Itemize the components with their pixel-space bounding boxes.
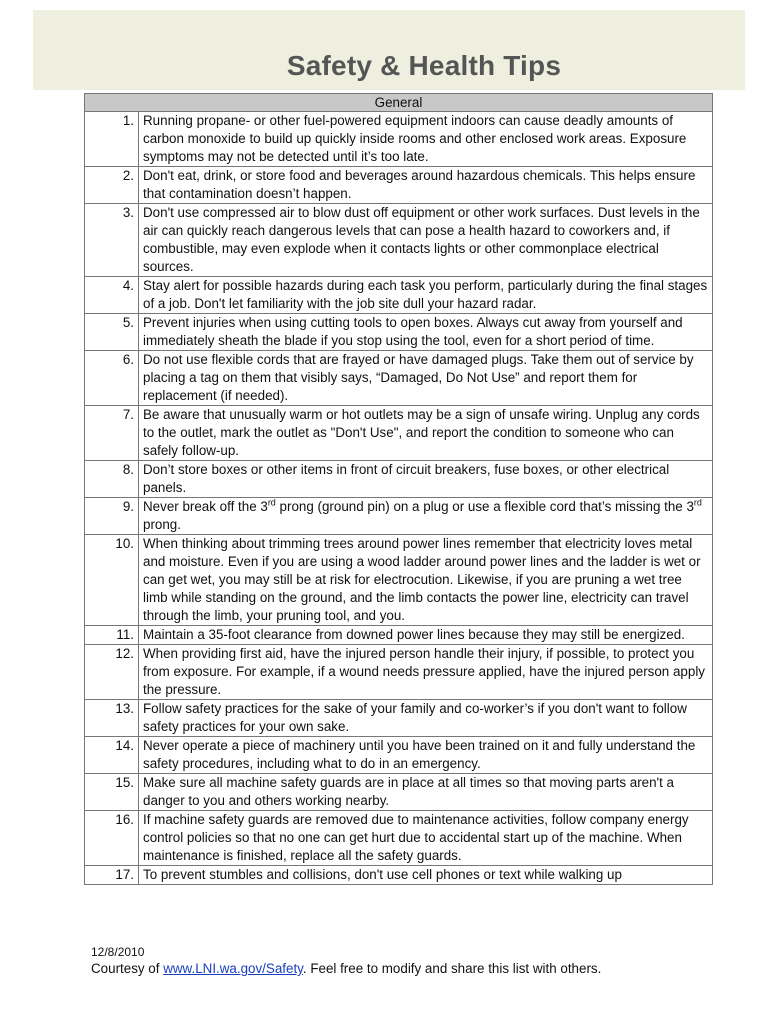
row-number: 12. — [85, 645, 139, 700]
row-text: Don’t store boxes or other items in front of circuit breakers, fuse boxes, or other electrical panels. — [139, 461, 713, 498]
table-row — [85, 314, 713, 351]
table-row — [85, 866, 713, 885]
row-text: Never operate a piece of machinery until you have been trained on it and fully understand the safety procedures, including what to do in an emergency. — [139, 737, 713, 774]
row-text: If machine safety guards are removed due to maintenance activities, follow company energy control policies so that no one can get hurt due to accidental start up of the machine. When maintenance is finished, replace all the safety guards. — [139, 811, 713, 866]
table-row — [85, 277, 713, 314]
row-text: Do not use flexible cords that are frayed or have damaged plugs. Take them out of service by placing a tag on them that visibly says, “Damaged, Do Not Use” and report them for replacement (if needed). — [139, 351, 713, 406]
courtesy-prefix: Courtesy of — [91, 961, 164, 976]
row-text: Running propane- or other fuel-powered equipment indoors can cause deadly amounts of carbon monoxide to build up quickly inside rooms and other enclosed work areas. Exposure symptoms may not be detected until it’s too late. — [139, 112, 713, 167]
safety-tips-table — [84, 93, 713, 885]
row-number: 17. — [85, 866, 139, 885]
table-row — [85, 811, 713, 866]
table-row — [85, 204, 713, 277]
section-header: General — [85, 94, 713, 112]
row-number: 6. — [85, 351, 139, 406]
row-text: To prevent stumbles and collisions, don't use cell phones or text while walking up — [139, 866, 713, 885]
row-number: 2. — [85, 167, 139, 204]
table-row — [85, 351, 713, 406]
table-row — [85, 498, 713, 535]
table-row — [85, 461, 713, 498]
row-text: Stay alert for possible hazards during each task you perform, particularly during the final stages of a job. Don't let familiarity with the job site dull your hazard radar. — [139, 277, 713, 314]
row-number: 7. — [85, 406, 139, 461]
row-text: When providing first aid, have the injured person handle their injury, if possible, to protect you from exposure. For example, if a wound needs pressure applied, have the injured person apply the pressure. — [139, 645, 713, 700]
row-number: 8. — [85, 461, 139, 498]
table-row — [85, 626, 713, 645]
row-number: 16. — [85, 811, 139, 866]
row-text-part: prong (ground pin) on a plug or use a flexible cord that’s missing the 3 — [275, 499, 694, 514]
table-row — [85, 167, 713, 204]
table-row — [85, 700, 713, 737]
row-text: Be aware that unusually warm or hot outlets may be a sign of unsafe wiring. Unplug any cords to the outlet, mark the outlet as "Don't Use", and report the condition to someone who can safely follow-up. — [139, 406, 713, 461]
row-text: When thinking about trimming trees around power lines remember that electricity loves metal and moisture. Even if you are using a wood ladder around power lines and the ladder is wet or can get wet, you may still be at risk for electrocution. Likewise, if you are pruning a wet tree limb while standing on the ground, and the limb contacts the power line, electricity can travel through the limb, your pruning tool, and you. — [139, 535, 713, 626]
table-row — [85, 406, 713, 461]
row-number: 3. — [85, 204, 139, 277]
row-number: 13. — [85, 700, 139, 737]
table-row — [85, 737, 713, 774]
table-row — [85, 774, 713, 811]
footer-date: 12/8/2010 — [91, 945, 145, 959]
lni-safety-link[interactable]: www.LNI.wa.gov/Safety — [163, 961, 303, 976]
row-number: 5. — [85, 314, 139, 351]
ordinal-suffix: rd — [693, 497, 702, 508]
row-text — [139, 498, 713, 535]
ordinal-suffix: rd — [267, 497, 276, 508]
row-number: 10. — [85, 535, 139, 626]
courtesy-suffix: . Feel free to modify and share this list with others. — [302, 961, 602, 976]
row-text: Don't eat, drink, or store food and beverages around hazardous chemicals. This helps ensure that contamination doesn’t happen. — [139, 167, 713, 204]
row-text: Prevent injuries when using cutting tools to open boxes. Always cut away from yourself and immediately sheath the blade if you stop using the tool, even for a short period of time. — [139, 314, 713, 351]
table-header-row — [85, 94, 713, 112]
row-number: 4. — [85, 277, 139, 314]
table-row — [85, 645, 713, 700]
footer-courtesy — [91, 961, 601, 976]
row-text: Make sure all machine safety guards are in place at all times so that moving parts aren't a danger to you and others working nearby. — [139, 774, 713, 811]
row-text-part: prong. — [143, 517, 181, 532]
row-number: 1. — [85, 112, 139, 167]
row-text: Don't use compressed air to blow dust off equipment or other work surfaces. Dust levels in the air can quickly reach dangerous levels that can pose a health hazard to coworkers and, if combustible, may even explode when it contacts lights or other commonplace electrical sources. — [139, 204, 713, 277]
row-text: Follow safety practices for the sake of your family and co-worker’s if you don't want to follow safety practices for your own sake. — [139, 700, 713, 737]
row-number: 15. — [85, 774, 139, 811]
row-number: 14. — [85, 737, 139, 774]
page-title: Safety & Health Tips — [286, 50, 562, 81]
row-number: 11. — [85, 626, 139, 645]
table-row — [85, 535, 713, 626]
row-text-part: Never break off the 3 — [143, 499, 268, 514]
table-row — [85, 112, 713, 167]
row-text: Maintain a 35-foot clearance from downed power lines because they may still be energized. — [139, 626, 713, 645]
row-number: 9. — [85, 498, 139, 535]
